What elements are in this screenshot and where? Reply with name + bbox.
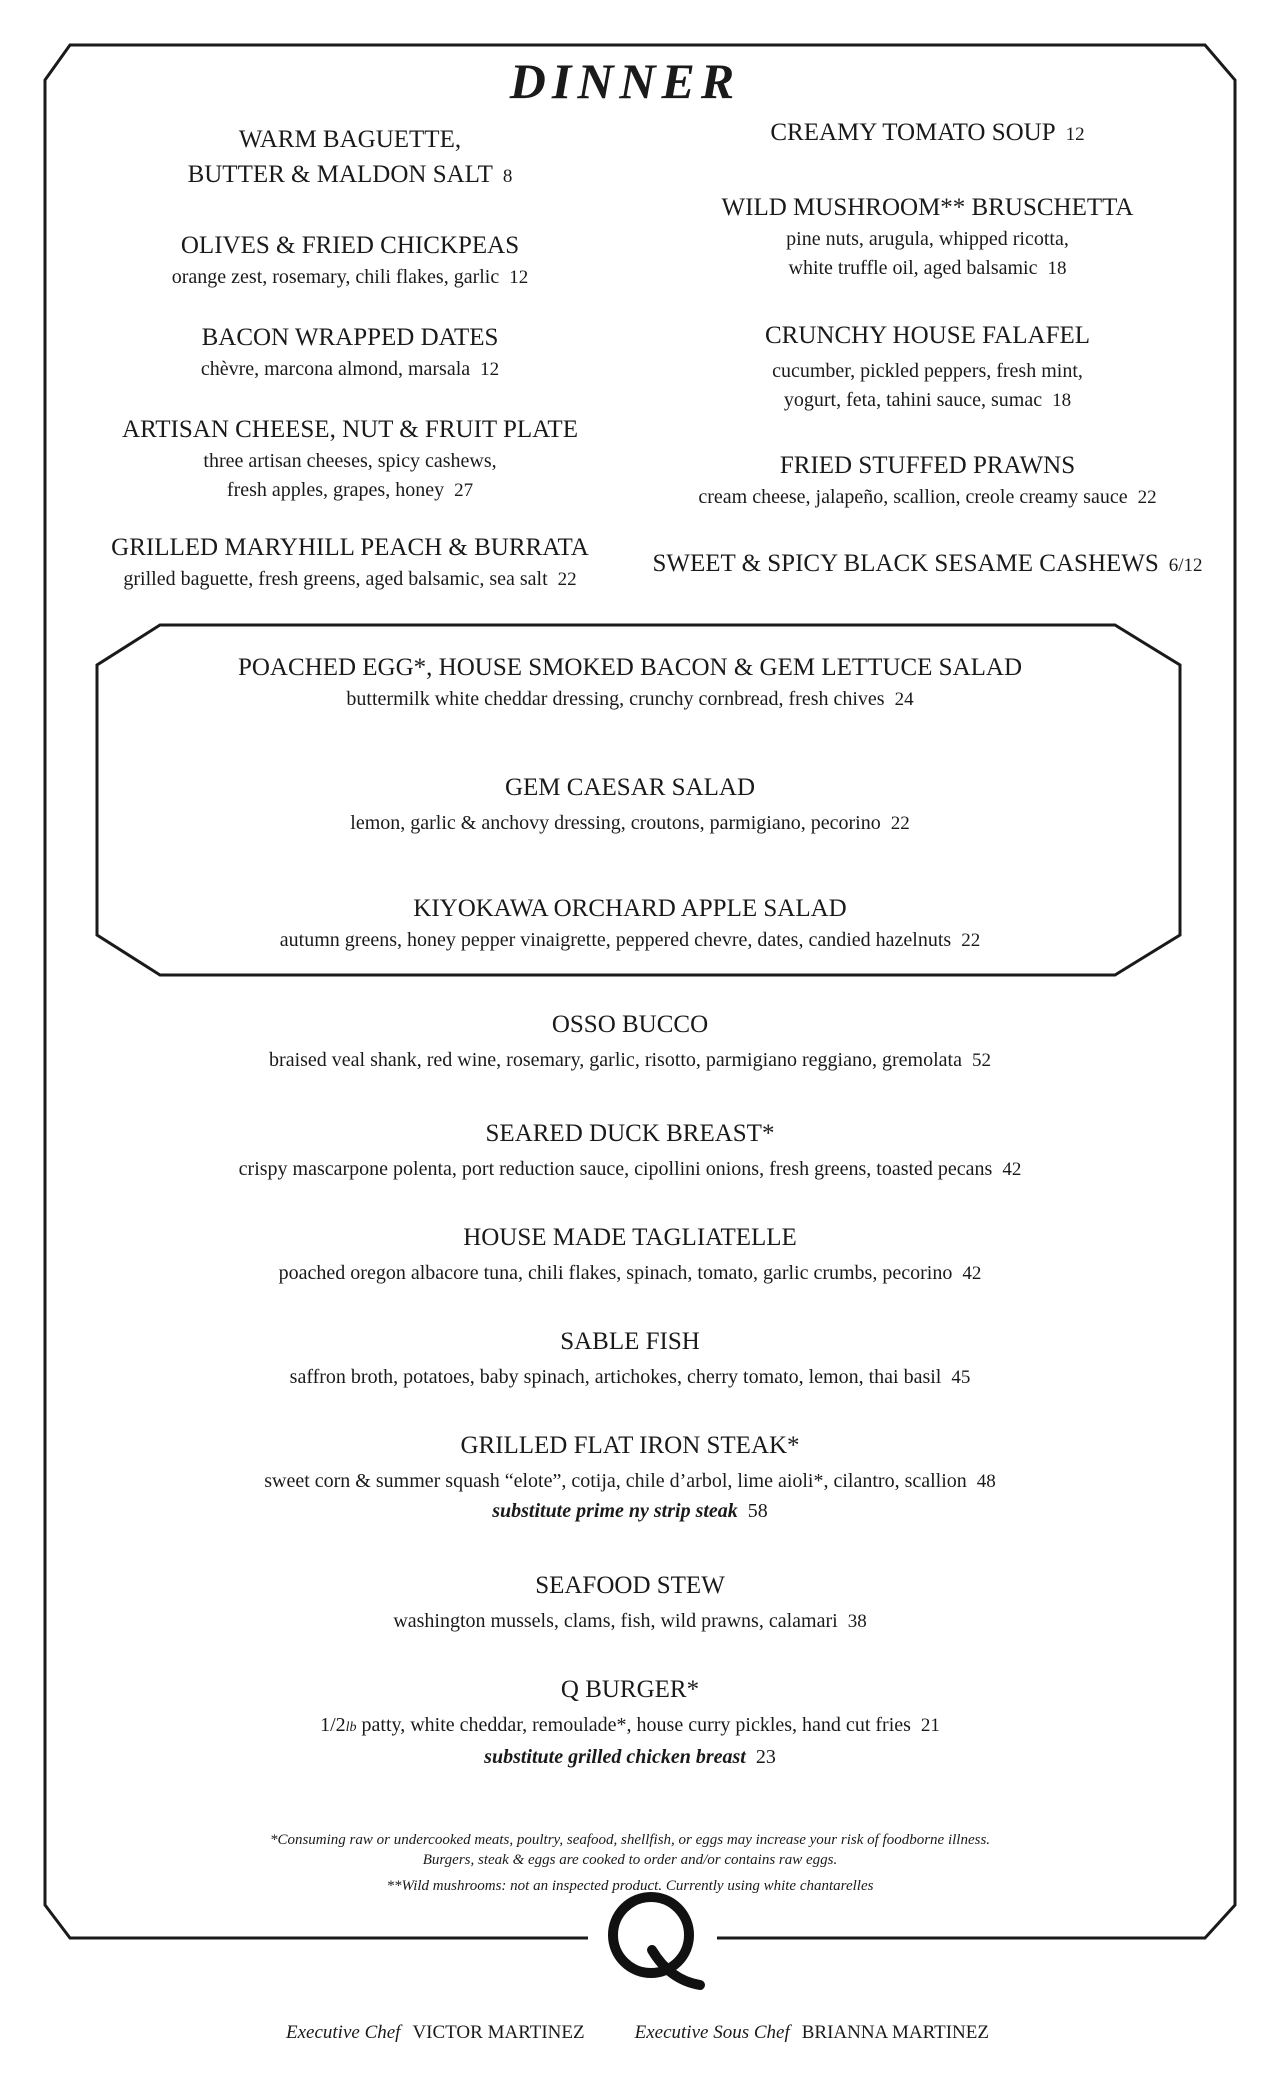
item-price: 24 [894,689,914,710]
item-name: BACON WRAPPED DATES [201,324,499,351]
item-name: SWEET & SPICY BLACK SESAME CASHEWS 6/12 [652,550,1203,577]
menu-item [60,122,640,194]
item-name: OSSO BUCCO [551,1011,709,1038]
item-name: CRUNCHY HOUSE FALAFEL [764,322,1091,349]
item-price: 27 [454,480,474,501]
menu-item [60,320,640,384]
item-desc: braised veal shank, red wine, rosemary, garlic, risotto, parmigiano reggiano, gremolata 52 [269,1049,991,1071]
item-price: 21 [920,1715,940,1736]
main-item [60,1428,1200,1526]
item-desc-line2: fresh apples, grapes, honey 27 [226,479,474,501]
sous-chef-role: Executive Sous Chef [634,2022,790,2043]
item-price: 22 [557,569,577,590]
item-name-line2: BUTTER & MALDON SALT 8 [187,161,513,188]
item-desc: crispy mascarpone polenta, port reduction sauce, cipollini onions, fresh greens, toasted pecans 42 [238,1158,1022,1180]
disclaimer [60,1830,1200,1896]
menu-item [60,530,640,594]
main-item [60,1672,1200,1772]
item-name: CREAMY TOMATO SOUP 12 [770,119,1085,146]
menu-item [650,546,1205,583]
item-name: GRILLED FLAT IRON STEAK* [460,1432,800,1459]
item-name: GRILLED MARYHILL PEACH & BURRATA [111,534,589,561]
item-desc: 1/2lb patty, white cheddar, remoulade*, house curry pickles, hand cut fries 21 [320,1714,940,1736]
item-price: 22 [961,930,981,951]
item-price: 38 [847,1611,867,1632]
salad-item [60,891,1200,955]
item-price: 12 [480,359,500,380]
item-substitute: substitute grilled chicken breast 23 [484,1746,776,1768]
item-desc-line2: yogurt, feta, tahini sauce, sumac 18 [783,389,1072,411]
menu-item [650,448,1205,512]
item-price: 8 [502,166,513,187]
main-item [60,1568,1200,1636]
item-price: 22 [890,813,910,834]
menu-item [650,115,1205,152]
item-name: GEM CAESAR SALAD [504,774,756,801]
disclaimer-line1: *Consuming raw or undercooked meats, poultry, seafood, shellfish, or eggs may increase your risk of foodborne illness. [269,1832,991,1848]
item-price: 45 [951,1367,971,1388]
item-desc: washington mussels, clams, fish, wild prawns, calamari 38 [393,1610,867,1632]
item-name: WILD MUSHROOM** BRUSCHETTA [721,194,1134,221]
item-name: ARTISAN CHEESE, NUT & FRUIT PLATE [122,416,578,443]
item-price: 6/12 [1168,555,1203,576]
item-desc: lemon, garlic & anchovy dressing, croutons, parmigiano, pecorino 22 [350,812,910,834]
item-price: 22 [1137,487,1157,508]
chef-credits [0,2022,1275,2044]
substitute-price: 58 [747,1500,768,1522]
menu-item [60,228,640,292]
salad-item [60,770,1200,838]
salad-item [60,650,1200,714]
item-desc: sweet corn & summer squash “elote”, cotija, chile d’arbol, lime aioli*, cilantro, scallion 48 [264,1470,996,1492]
main-item [60,1007,1200,1075]
main-item [60,1220,1200,1288]
item-desc: cucumber, pickled peppers, fresh mint, [772,360,1083,382]
item-name: POACHED EGG*, HOUSE SMOKED BACON & GEM LETTUCE SALAD [237,654,1023,681]
disclaimer-line2: Burgers, steak & eggs are cooked to order and/or contains raw eggs. [422,1852,838,1868]
item-price: 18 [1052,390,1072,411]
item-desc: orange zest, rosemary, chili flakes, garlic 12 [171,266,529,288]
item-name: SEAFOOD STEW [535,1572,725,1599]
item-name: WARM BAGUETTE, [238,126,462,153]
item-desc-line2: white truffle oil, aged balsamic 18 [788,257,1067,279]
item-desc: chèvre, marcona almond, marsala 12 [200,358,500,380]
item-substitute: substitute prime ny strip steak 58 [492,1500,768,1522]
menu-item [60,412,640,505]
substitute-price: 23 [755,1746,776,1768]
menu-item [650,318,1205,415]
item-desc: saffron broth, potatoes, baby spinach, artichokes, cherry tomato, lemon, thai basil 45 [289,1366,971,1388]
item-desc: pine nuts, arugula, whipped ricotta, [786,228,1069,250]
item-desc: cream cheese, jalapeño, scallion, creole creamy sauce 22 [698,486,1157,508]
item-price: 42 [962,1263,982,1284]
item-price: 18 [1047,258,1067,279]
item-name: SEARED DUCK BREAST* [485,1120,775,1147]
logo-text: Q [1,1,2,2]
main-item [60,1116,1200,1184]
item-desc: grilled baguette, fresh greens, aged balsamic, sea salt 22 [123,568,577,590]
chef-name: VICTOR MARTINEZ [412,2022,585,2043]
item-name: HOUSE MADE TAGLIATELLE [463,1224,797,1251]
page-title: DINNER [509,53,741,109]
item-price: 12 [1065,124,1085,145]
item-name: Q BURGER* [560,1676,700,1703]
item-desc: poached oregon albacore tuna, chili flakes, spinach, tomato, garlic crumbs, pecorino 42 [278,1262,982,1284]
item-name: OLIVES & FRIED CHICKPEAS [180,232,520,259]
item-price: 12 [509,267,529,288]
disclaimer-line3: **Wild mushrooms: not an inspected product. Currently using white chantarelles [386,1878,874,1894]
item-desc: buttermilk white cheddar dressing, crunchy cornbread, fresh chives 24 [346,688,914,710]
item-name: KIYOKAWA ORCHARD APPLE SALAD [413,895,847,922]
item-price: 48 [976,1471,996,1492]
item-desc: autumn greens, honey pepper vinaigrette, peppered chevre, dates, candied hazelnuts 22 [279,929,981,951]
item-price: 52 [971,1050,991,1071]
item-desc: three artisan cheeses, spicy cashews, [203,450,497,472]
unit-lb: lb [345,1720,357,1735]
main-item [60,1324,1200,1392]
menu-item [650,190,1205,283]
item-name: SABLE FISH [560,1328,700,1355]
chef-role: Executive Chef [285,2022,401,2043]
item-name: FRIED STUFFED PRAWNS [779,452,1076,479]
item-price: 42 [1002,1159,1022,1180]
sous-chef-name: BRIANNA MARTINEZ [801,2022,989,2043]
